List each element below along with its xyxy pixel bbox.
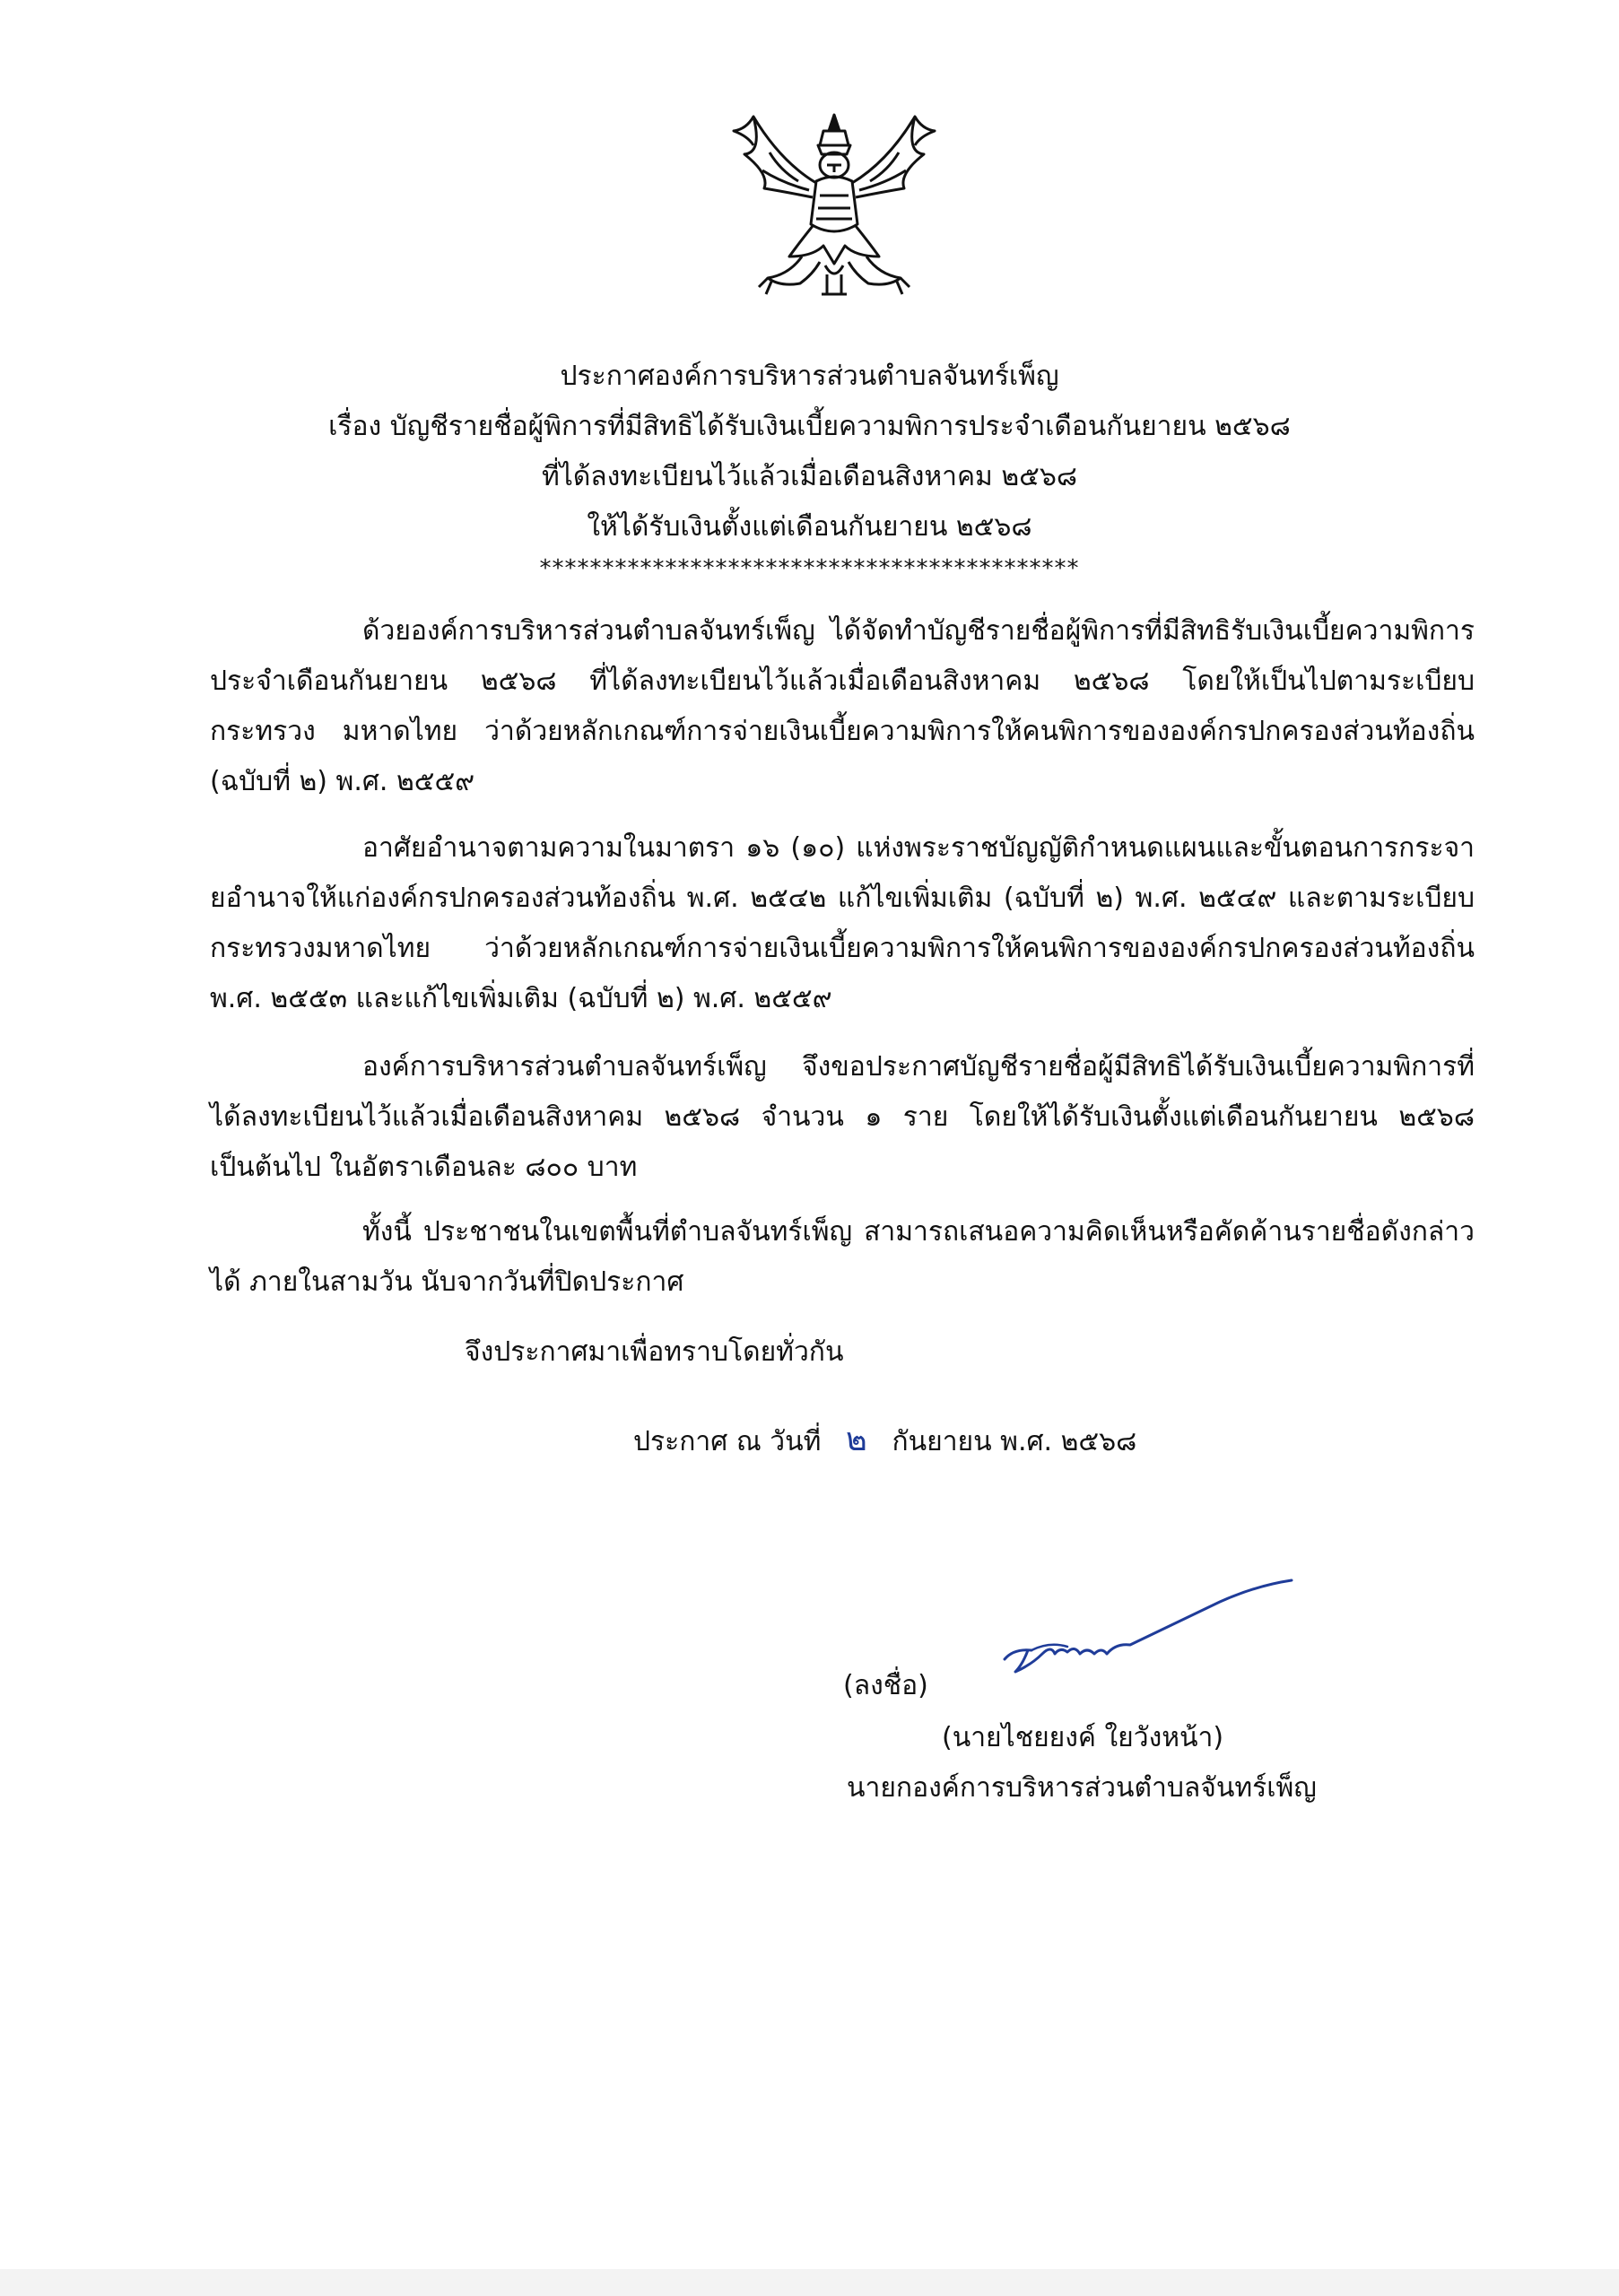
date-day: ๒: [846, 1422, 867, 1458]
handwritten-signature: [996, 1578, 1301, 1677]
subject-line-3: ให้ได้รับเงินตั้งแต่เดือนกันยายน ๒๕๖๘: [587, 511, 1032, 543]
date-prefix: ประกาศ ณ วันที่: [633, 1426, 822, 1457]
date-suffix: กันยายน พ.ศ. ๒๕๖๘: [892, 1426, 1137, 1457]
sign-label: (ลงชื่อ): [843, 1670, 928, 1701]
announcement-title: ประกาศองค์การบริหารส่วนตำบลจันทร์เพ็ญ: [560, 361, 1059, 392]
subject-line-2: ที่ได้ลงทะเบียนไว้แล้วเมื่อเดือนสิงหาคม ๒๕๖๘: [541, 461, 1078, 492]
closing-statement: จึงประกาศมาเพื่อทราบโดยทั่วกัน: [465, 1336, 844, 1368]
paragraph-4-text: ทั้งนี้ ประชาชนในเขตพื้นที่ตำบลจันทร์เพ็ญ สามารถเสนอความคิดเห็นหรือคัดค้านรายชื่อดังกล่าวได้ ภายในสามวัน นับจากวันที่ปิดประกาศ: [210, 1216, 1475, 1298]
paragraph-2: [210, 823, 1475, 1024]
signatory-title: นายกองค์การบริหารส่วนตำบลจันทร์เพ็ญ: [847, 1772, 1317, 1804]
paragraph-1-text: ด้วยองค์การบริหารส่วนตำบลจันทร์เพ็ญ ได้จัดทำบัญชีรายชื่อผู้พิการที่มีสิทธิรับเงินเบี้ยความพิการประจำเดือนกันยายน ๒๕๖๘ ที่ได้ลงทะเบียนไว้แล้วเมื่อเดือนสิงหาคม ๒๕๖๘ โดยให้เป็นไปตามระเบียบกระทรวง มหาดไทย ว่าด้วยหลักเกณฑ์การจ่ายเงินเบี้ยความพิการให้คนพิการขององค์กรปกครองส่วนท้องถิ่น (ฉบับที่ ๒) พ.ศ. ๒๕๕๙: [210, 615, 1475, 797]
paragraph-4: [210, 1207, 1475, 1308]
signatory-name: (นายไชยยงค์ ใยวังหน้า): [942, 1722, 1224, 1753]
subject-line: เรื่อง บัญชีรายชื่อผู้พิการที่มีสิทธิได้รับเงินเบี้ยความพิการประจำเดือนกันยายน ๒๕๖๘: [328, 411, 1291, 442]
announcement-date: [633, 1422, 1136, 1460]
garuda-emblem: [727, 99, 942, 314]
paragraph-3-text: องค์การบริหารส่วนตำบลจันทร์เพ็ญ จึงขอประกาศบัญชีรายชื่อผู้มีสิทธิได้รับเงินเบี้ยความพิการที่ได้ลงทะเบียนไว้แล้วเมื่อเดือนสิงหาคม ๒๕๖๘ จำนวน ๑ ราย โดยให้ได้รับเงินตั้งแต่เดือนกันยายน ๒๕๖๘ เป็นต้นไป ในอัตราเดือนละ ๘๐๐ บาท: [210, 1051, 1475, 1183]
scan-edge: [0, 2269, 1619, 2296]
paragraph-2-text: อาศัยอำนาจตามความในมาตรา ๑๖ (๑๐) แห่งพระราชบัญญัติกำหนดแผนและขั้นตอนการกระจายอำนาจให้แก่องค์กรปกครองส่วนท้องถิ่น พ.ศ. ๒๕๔๒ แก้ไขเพิ่มเติม (ฉบับที่ ๒) พ.ศ. ๒๕๔๙ และตามระเบียบกระทรวงมหาดไทย ว่าด้วยหลักเกณฑ์การจ่ายเงินเบี้ยความพิการให้คนพิการขององค์กรปกครองส่วนท้องถิ่น พ.ศ. ๒๕๕๓ และแก้ไขเพิ่มเติม (ฉบับที่ ๒) พ.ศ. ๒๕๕๙: [210, 832, 1475, 1014]
paragraph-3: [210, 1042, 1475, 1193]
paragraph-1: [210, 606, 1475, 807]
separator-stars: *******************************************: [539, 555, 1080, 582]
